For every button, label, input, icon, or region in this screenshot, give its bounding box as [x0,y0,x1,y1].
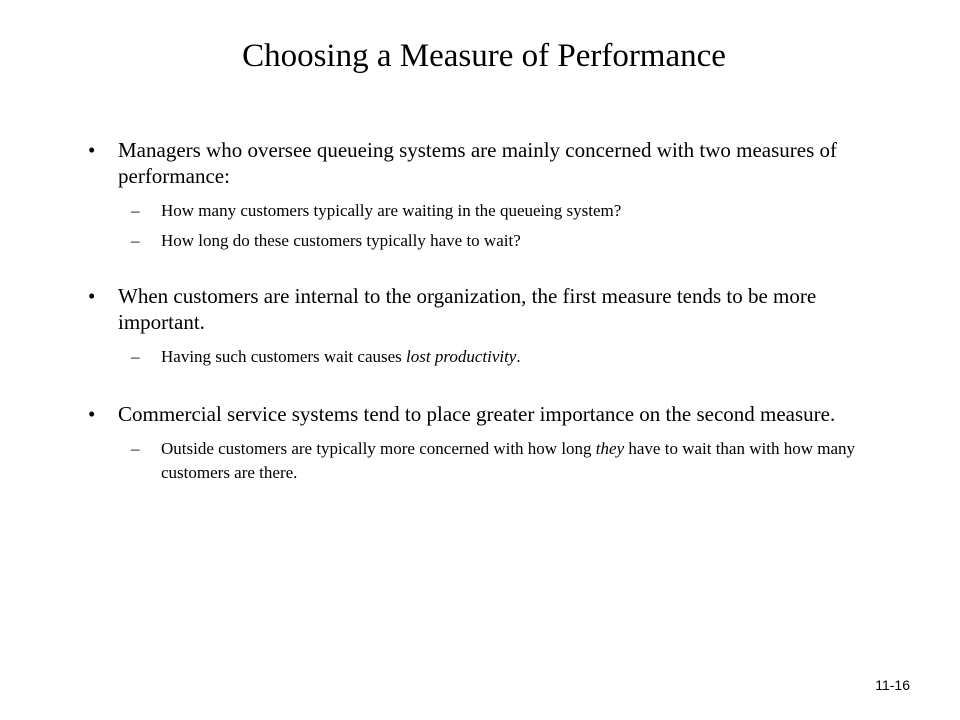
bullet-performance-measures [0,137,960,253]
sub-bullet-text [161,439,855,482]
emphasis-text: lost productivity [406,347,517,366]
sub-bullet-text [161,347,521,366]
bullet-icon: • [88,284,96,308]
bullet-icon: • [88,138,96,162]
bullet-commercial-systems [0,401,960,485]
sub-bullet-text: How many customers typically are waiting in the queueing system? [161,201,622,220]
bullet-text: Managers who oversee queueing systems are mainly concerned with two measures of performance: [118,138,838,188]
sub-bullet-text-part: have to wait than with how many customers are there. [161,439,855,482]
bullet-internal-customers [0,283,960,369]
bullet-text: Commercial service systems tend to place greater importance on the second measure. [118,402,836,426]
slide-title: Choosing a Measure of Performance [242,38,726,74]
sub-bullet-text-part: . [516,347,521,366]
bullet-icon: • [88,402,96,426]
bullet-text: When customers are internal to the organization, the first measure tends to be more important. [118,284,817,334]
sub-bullet-text-part: Outside customers are typically more concerned with how long [161,439,596,458]
emphasis-text: they [595,439,625,458]
dash-icon: – [131,201,140,220]
slide-number: 11-16 [875,677,910,693]
dash-icon: – [131,231,140,250]
dash-icon: – [131,439,140,458]
sub-bullet-text-part: Having such customers wait causes [161,347,407,366]
sub-bullet-text: How long do these customers typically have to wait? [161,231,521,250]
dash-icon: – [131,347,140,366]
